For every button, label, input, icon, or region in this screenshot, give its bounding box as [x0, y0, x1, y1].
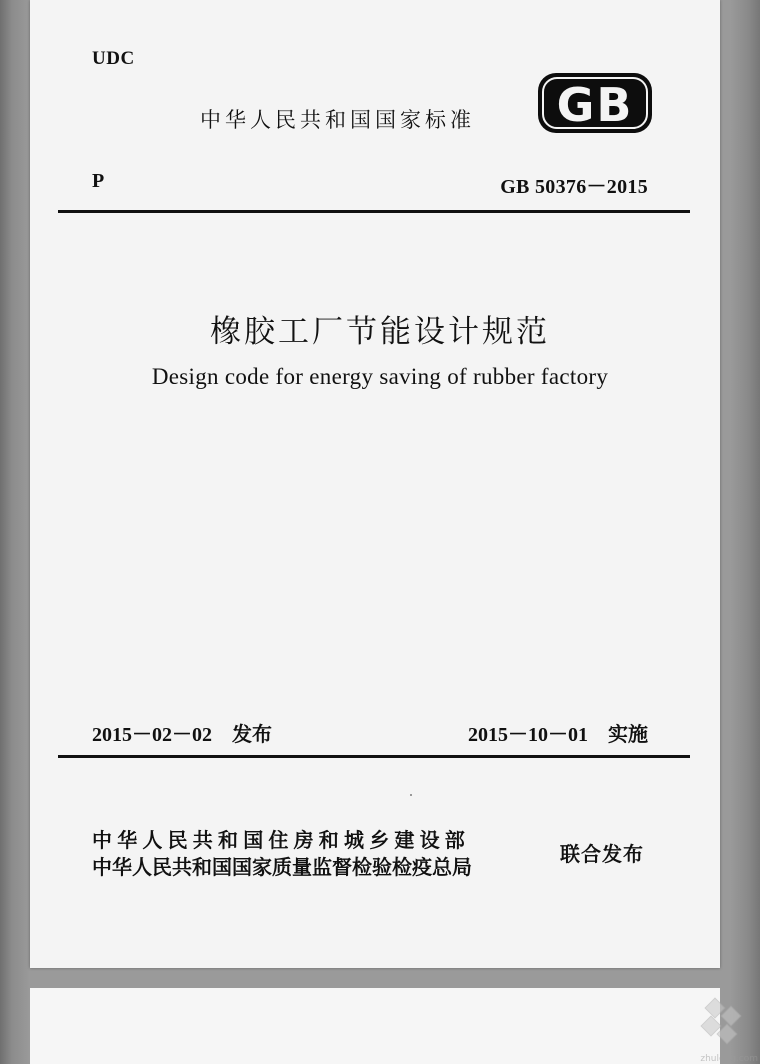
- next-page: [30, 988, 720, 1064]
- title-chinese: 橡胶工厂节能设计规范: [210, 314, 550, 350]
- bottom-divider: [58, 755, 690, 758]
- udc-label: UDC: [92, 48, 135, 69]
- title-english: Design code for energy saving of rubber factory: [151, 364, 609, 389]
- classification-code: P: [92, 170, 105, 192]
- document-page: [30, 0, 720, 968]
- gb-logo: [536, 70, 654, 136]
- publisher-aqsiq: 中华人民共和国国家质量监督检验检疫总局: [92, 855, 472, 879]
- gb-logo-text: GB: [556, 78, 634, 132]
- joint-issue-label: 联合发布: [560, 842, 644, 866]
- watermark-text: zhulong.com: [700, 1054, 758, 1064]
- top-divider: [58, 210, 690, 213]
- watermark-logo: [690, 995, 760, 1064]
- standard-number: GB 50376－2015: [500, 176, 648, 198]
- scan-speck: [410, 794, 412, 796]
- publisher-ministry-housing: 中华人民共和国住房和城乡建设部: [92, 828, 470, 852]
- issue-date: 2015－02－02 发布: [92, 724, 272, 746]
- standard-type-title: 中华人民共和国国家标准: [200, 108, 475, 132]
- implementation-date: 2015－10－01 实施: [468, 724, 648, 746]
